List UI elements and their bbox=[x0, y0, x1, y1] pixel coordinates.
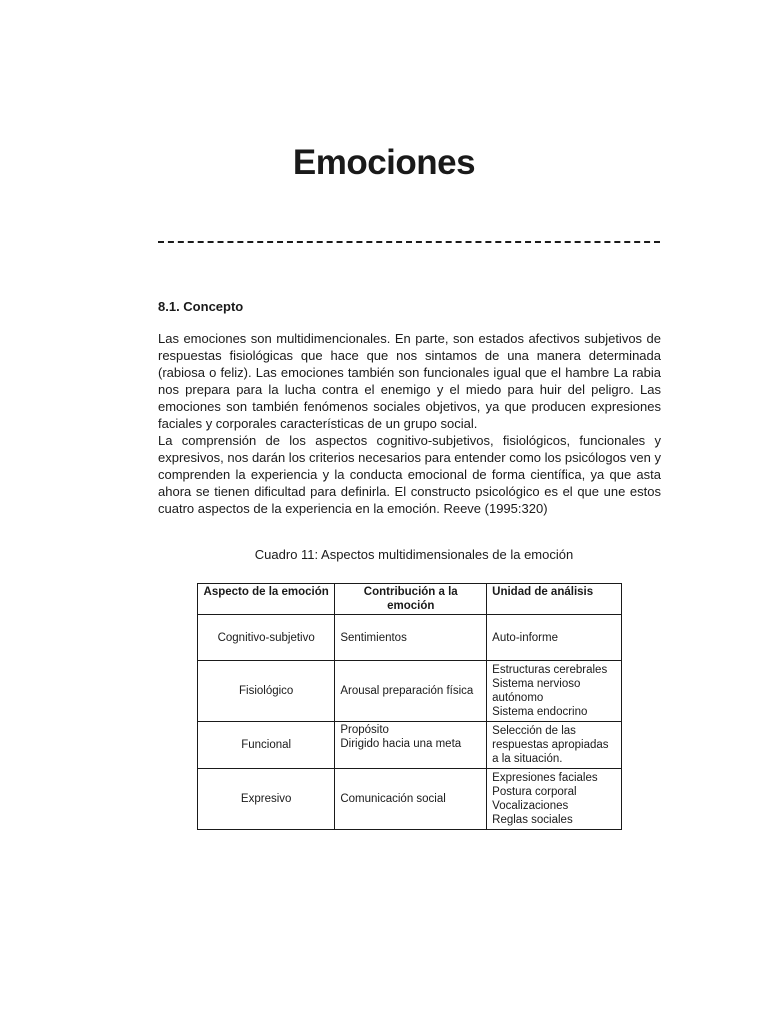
cell-line: Propósito bbox=[340, 724, 389, 736]
cell-line: Vocalizaciones bbox=[492, 800, 569, 812]
table-row bbox=[198, 615, 622, 661]
cell-line: Auto-informe bbox=[492, 631, 558, 644]
contribution-cell bbox=[335, 769, 487, 830]
table-header-row bbox=[198, 584, 622, 615]
table-row bbox=[198, 722, 622, 769]
aspect-cell: Funcional bbox=[198, 722, 335, 769]
contribution-cell bbox=[335, 722, 487, 769]
section-heading: 8.1. Concepto bbox=[158, 299, 244, 314]
body-text bbox=[158, 330, 661, 517]
unit-cell bbox=[487, 769, 622, 830]
cell-line: Sistema nervioso bbox=[492, 678, 581, 690]
cell-line: autónomo bbox=[492, 692, 544, 704]
cell-line: Comunicación social bbox=[340, 793, 446, 805]
cell-line: Reglas sociales bbox=[492, 814, 573, 826]
aspect-cell: Expresivo bbox=[198, 769, 335, 830]
column-header: Aspecto de la emoción bbox=[198, 584, 335, 615]
cell-line: Sistema endocrino bbox=[492, 706, 588, 718]
table-row bbox=[198, 661, 622, 722]
cell-line: Sentimientos bbox=[340, 631, 407, 644]
cell-line: Expresiones faciales bbox=[492, 772, 598, 784]
cell-line: Selección de las bbox=[492, 725, 576, 737]
column-header: Contribución a la emoción bbox=[335, 584, 487, 615]
column-header: Unidad de análisis bbox=[487, 584, 622, 615]
contribution-cell bbox=[335, 661, 487, 722]
table-row bbox=[198, 769, 622, 830]
aspects-table bbox=[197, 583, 622, 830]
paragraph: La comprensión de los aspectos cognitivo-subjetivos, fisiológicos, funcionales y expresivos, nos darán los criterios necesarios para entender como los psicólogos ven y comprenden la experiencia y la conducta emocional de forma científica, ya que asta ahora se tienen dificultad para definirla. El constructo psicológico es el que une estos cuatro aspectos de la experiencia en la emoción. Reeve (1995:320) bbox=[158, 433, 661, 516]
paragraph: Las emociones son multidimencionales. En parte, son estados afectivos subjetivos de respuestas fisiológicas que hace que nos sintamos de una manera determinada (rabiosa o feliz). Las emociones también son funcionales igual que el hambre La rabia nos prepara para la lucha contra el enemigo y el miedo para huir del peligro. Las emociones son también fenómenos sociales objetivos, ya que producen expresiones faciales y corporales características de un grupo social. bbox=[158, 331, 661, 431]
title-divider bbox=[158, 241, 660, 243]
aspect-cell: Fisiológico bbox=[198, 661, 335, 722]
cell-line: respuestas apropiadas bbox=[492, 739, 609, 751]
page-title: Emociones bbox=[292, 143, 476, 182]
cell-line: a la situación. bbox=[492, 753, 563, 765]
contribution-cell bbox=[335, 615, 487, 661]
cell-line: Postura corporal bbox=[492, 786, 577, 798]
cell-line: Estructuras cerebrales bbox=[492, 664, 608, 676]
aspect-cell: Cognitivo-subjetivo bbox=[198, 615, 335, 661]
unit-cell bbox=[487, 661, 622, 722]
cell-line: Dirigido hacia una meta bbox=[340, 738, 462, 750]
unit-cell bbox=[487, 722, 622, 769]
table-caption: Cuadro 11: Aspectos multidimensionales de la emoción bbox=[254, 547, 574, 562]
cell-line: Arousal preparación física bbox=[340, 685, 474, 697]
unit-cell bbox=[487, 615, 622, 661]
